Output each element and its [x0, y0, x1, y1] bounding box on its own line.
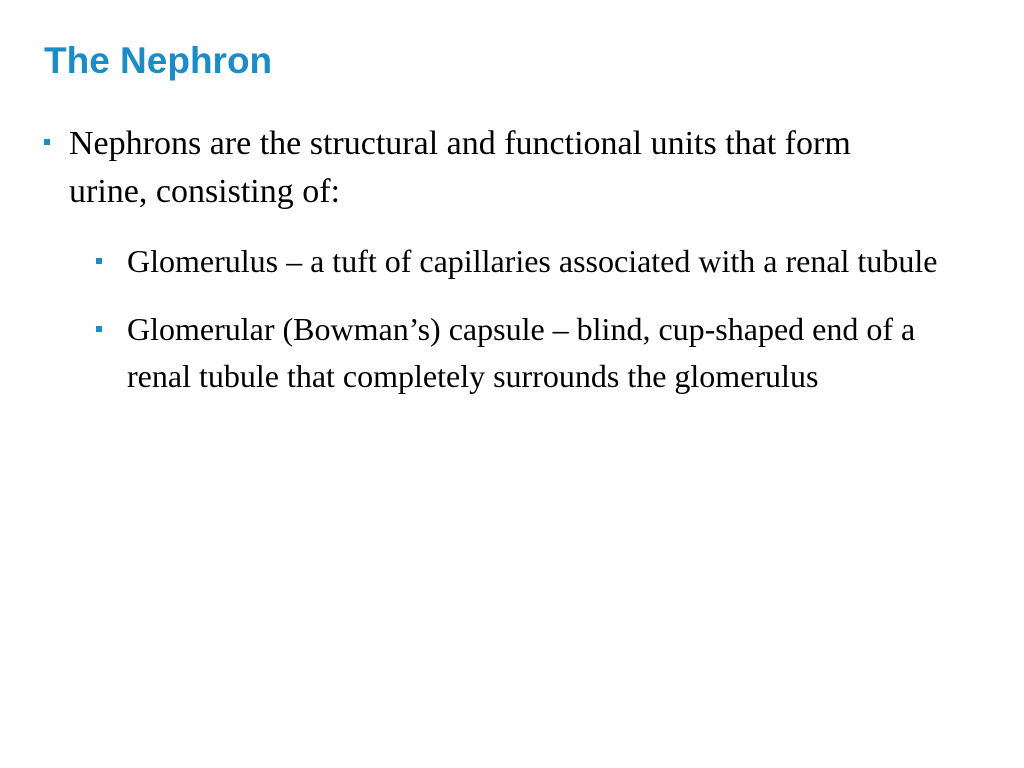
slide-title: The Nephron: [44, 40, 273, 81]
sub-bullet-text: Glomerulus – a tuft of capillaries associated with a renal tubule: [127, 243, 938, 279]
square-bullet-icon: [96, 258, 102, 264]
square-bullet-icon: [96, 326, 102, 332]
bullet-item-nephrons: [0, 120, 1024, 216]
sub-bullet-item-glomerulus: [0, 238, 1024, 285]
sub-bullet-item-capsule: [0, 306, 1024, 400]
bullet-text: Nephrons are the structural and functional units that form urine, consisting of:: [69, 125, 851, 210]
bullet-list: [0, 120, 1024, 421]
sub-bullet-text: Glomerular (Bowman’s) capsule – blind, cup-shaped end of a renal tubule that completely surrounds the glomerulus: [127, 311, 916, 394]
square-bullet-icon: [44, 139, 50, 145]
